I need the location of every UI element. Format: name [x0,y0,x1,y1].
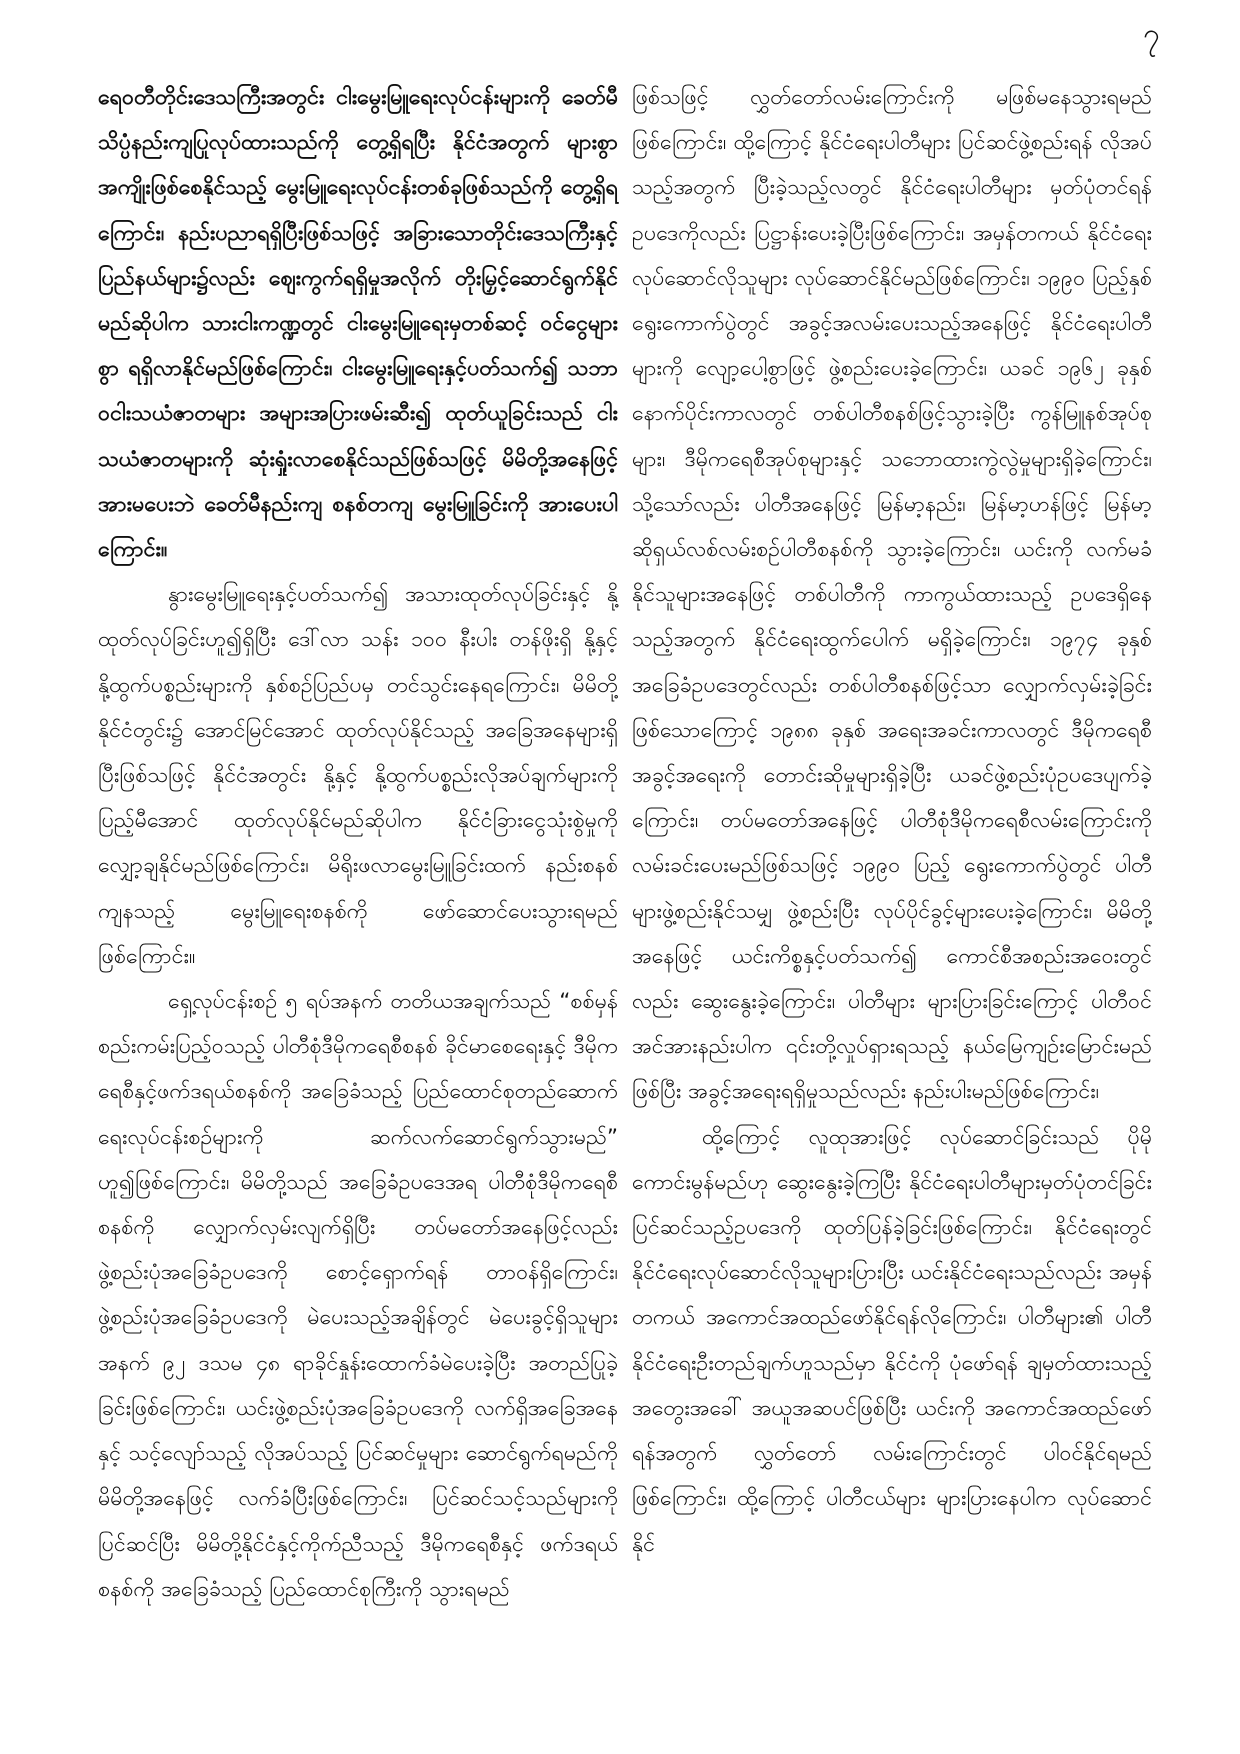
right-column [632,75,1152,1567]
paragraph: နွားမွေးမြူရေးနှင့်ပတ်သက်၍ အသားထုတ်လုပ်ခြင်းနှင့် နို့ထုတ်လုပ်ခြင်းဟူ၍ရှိပြီး ဒေါ်လာ သန်း ၁၀၀ နီးပါး တန်ဖိုးရှိ နို့နှင့် နို့ထွက်ပစ္စည်းများကို နှစ်စဉ်ပြည်ပမှ တင်သွင်းနေရကြောင်း၊ မိမိတို့နိုင်ငံတွင်း၌ အောင်မြင်အောင် ထုတ်လုပ်နိုင်သည့် အခြေအနေများရှိပြီးဖြစ်သဖြင့် နိုင်ငံအတွင်း နို့နှင့် နို့ထွက်ပစ္စည်းလိုအပ်ချက်များကို ပြည့်မီအောင် ထုတ်လုပ်နိုင်မည်ဆိုပါက နိုင်ငံခြားငွေသုံးစွဲမှုကို လျှော့ချနိုင်မည်ဖြစ်ကြောင်း၊ မိရိုးဖလာမွေးမြူခြင်းထက် နည်းစနစ်ကျနသည့် မွေးမြူရေးစနစ်ကို ဖော်ဆောင်ပေးသွားရမည် ဖြစ်ကြောင်း။ [98,582,618,969]
paragraph: ထို့ကြောင့် လူထုအားဖြင့် လုပ်ဆောင်ခြင်းသည် ပိုမိုကောင်းမွန်မည်ဟု ဆွေးနွေးခဲ့ကြပြီး နိုင်ငံရေးပါတီများမှတ်ပုံတင်ခြင်းပြင်ဆင်သည့်ဥပဒေကို ထုတ်ပြန်ခဲ့ခြင်းဖြစ်ကြောင်း၊ နိုင်ငံရေးတွင် နိုင်ငံရေးလုပ်ဆောင်လိုသူများပြားပြီး ယင်းနိုင်ငံရေးသည်လည်း အမှန်တကယ် အကောင်အထည်ဖော်နိုင်ရန်လိုကြောင်း၊ ပါတီများ၏ ပါတီနိုင်ငံရေးဦးတည်ချက်ဟူသည်မှာ နိုင်ငံကို ပုံဖော်ရန် ချမှတ်ထားသည့် အတွေးအခေါ် အယူအဆပင်ဖြစ်ပြီး ယင်းကို အကောင်အထည်ဖော်ရန်အတွက် လွှတ်တော် လမ်းကြောင်းတွင် ပါဝင်နိုင်ရမည်ဖြစ်ကြောင်း၊ ထို့ကြောင့် ပါတီငယ်များ များပြားနေပါက လုပ်ဆောင်နိုင် [632,1124,1152,1557]
paragraph: ရှေ့လုပ်ငန်းစဉ် ၅ ရပ်အနက် တတိယအချက်သည် “စစ်မှန်စည်းကမ်းပြည့်ဝသည့် ပါတီစုံဒီမိုကရေစီစနစ် ခိုင်မာစေရေးနှင့် ဒီမိုကရေစီနှင့်ဖက်ဒရယ်စနစ်ကို အခြေခံသည့် ပြည်ထောင်စုတည်ဆောက်ရေးလုပ်ငန်းစဉ်များကို ဆက်လက်ဆောင်ရွက်သွားမည်” ဟူ၍ဖြစ်ကြောင်း၊ မိမိတို့သည် အခြေခံဥပဒေအရ ပါတီစုံဒီမိုကရေစီစနစ်ကို လျှောက်လှမ်းလျက်ရှိပြီး တပ်မတော်အနေဖြင့်လည်း ဖွဲ့စည်းပုံအခြေခံဥပဒေကို စောင့်ရှောက်ရန် တာဝန်ရှိကြောင်း၊ ဖွဲ့စည်းပုံအခြေခံဥပဒေကို မဲပေးသည့်အချိန်တွင် မဲပေးခွင့်ရှိသူများအနက် ၉၂ ဒသမ ၄၈ ရာခိုင်နှုန်းထောက်ခံမဲပေးခဲ့ပြီး အတည်ပြုခဲ့ခြင်းဖြစ်ကြောင်း၊ ယင်းဖွဲ့စည်းပုံအခြေခံဥပဒေကို လက်ရှိအခြေအနေနှင့် သင့်လျော်သည့် လိုအပ်သည့် ပြင်ဆင်မှုများ ဆောင်ရွက်ရမည်ကို မိမိတို့အနေဖြင့် လက်ခံပြီးဖြစ်ကြောင်း၊ ပြင်ဆင်သင့်သည်များကို ပြင်ဆင်ပြီး မိမိတို့နိုင်ငံနှင့်ကိုက်ညီသည့် ဒီမိုကရေစီနှင့် ဖက်ဒရယ်စနစ်ကို အခြေခံသည့် ပြည်ထောင်စုကြီးကို သွားရမည် [98,989,618,1602]
left-column [98,75,618,1612]
page-number: ၇ [1143,17,1160,52]
paragraph: ရေ၀တီတိုင်းဒေသကြီးအတွင်း ငါးမွေးမြူရေးလုပ်ငန်းများကို ခေတ်မီသိပ္ပံနည်းကျပြုလုပ်ထားသည်ကို တွေ့ရှိရပြီး နိုင်ငံအတွက် များစွာအကျိုးဖြစ်စေနိုင်သည့် မွေးမြူရေးလုပ်ငန်းတစ်ခုဖြစ်သည်ကို တွေ့ရှိရကြောင်း၊ နည်းပညာရရှိပြီးဖြစ်သဖြင့် အခြားသောတိုင်းဒေသကြီးနှင့် ပြည်နယ်များ၌လည်း ဈေးကွက်ရရှိမှုအလိုက် တိုးမြှင့်ဆောင်ရွက်နိုင်မည်ဆိုပါက သားငါးကဏ္ဍတွင် ငါးမွေးမြူရေးမှတစ်ဆင့် ၀င်ငွေများစွာ ရရှိလာနိုင်မည်ဖြစ်ကြောင်း၊ ငါးမွေးမြူရေးနှင့်ပတ်သက်၍ သဘာဝငါးသယံဇာတများ အများအပြားဖမ်းဆီး၍ ထုတ်ယူခြင်းသည် ငါးသယံဇာတများကို ဆုံးရှုံးလာစေနိုင်သည်ဖြစ်သဖြင့် မိမိတို့အနေဖြင့် အားမပေးဘဲ ခေတ်မီနည်းကျ စနစ်တကျ မွေးမြူခြင်းကို အားပေးပါကြောင်း။ [98,85,618,563]
paragraph: ဖြစ်သဖြင့် လွှတ်တော်လမ်းကြောင်းကို မဖြစ်မနေသွားရမည်ဖြစ်ကြောင်း၊ ထို့ကြောင့် နိုင်ငံရေးပါတီများ ပြင်ဆင်ဖွဲ့စည်းရန် လိုအပ်သည့်အတွက် ပြီးခဲ့သည့်လတွင် နိုင်ငံရေးပါတီများ မှတ်ပုံတင်ရန် ဥပဒေကိုလည်း ပြဋ္ဌာန်းပေးခဲ့ပြီးဖြစ်ကြောင်း၊ အမှန်တကယ် နိုင်ငံရေးလုပ်ဆောင်လိုသူများ လုပ်ဆောင်နိုင်မည်ဖြစ်ကြောင်း၊ ၁၉၉၀ ပြည့်နှစ် ရွေးကောက်ပွဲတွင် အခွင့်အလမ်းပေးသည့်အနေဖြင့် နိုင်ငံရေးပါတီများကို လျော့ပေါ့စွာဖြင့် ဖွဲ့စည်းပေးခဲ့ကြောင်း၊ ယခင် ၁၉၆၂ ခုနှစ်နောက်ပိုင်းကာလတွင် တစ်ပါတီစနစ်ဖြင့်သွားခဲ့ပြီး ကွန်မြူနစ်အုပ်စုများ၊ ဒီမိုကရေစီအုပ်စုများနှင့် သဘောထားကွဲလွဲမှုများရှိခဲ့ကြောင်း၊ သို့သော်လည်း ပါတီအနေဖြင့် မြန်မာ့နည်း၊ မြန်မာ့ဟန်ဖြင့် မြန်မာ့ဆိုရှယ်လစ်လမ်းစဉ်ပါတီစနစ်ကို သွားခဲ့ကြောင်း၊ ယင်းကို လက်မခံနိုင်သူများအနေဖြင့် တစ်ပါတီကို ကာကွယ်ထားသည့် ဥပဒေရှိနေသည့်အတွက် နိုင်ငံရေးထွက်ပေါက် မရှိခဲ့ကြောင်း၊ ၁၉၇၄ ခုနှစ် အခြေခံဥပဒေတွင်လည်း တစ်ပါတီစနစ်ဖြင့်သာ လျှောက်လှမ်းခဲ့ခြင်းဖြစ်သောကြောင့် ၁၉၈၈ ခုနှစ် အရေးအခင်းကာလတွင် ဒီမိုကရေစီအခွင့်အရေးကို တောင်းဆိုမှုများရှိခဲ့ပြီး ယခင်ဖွဲ့စည်းပုံဥပဒေပျက်ခဲ့ကြောင်း၊ တပ်မတော်အနေဖြင့် ပါတီစုံဒီမိုကရေစီလမ်းကြောင်းကို လမ်းခင်းပေးမည်ဖြစ်သဖြင့် ၁၉၉၀ ပြည့် ရွေးကောက်ပွဲတွင် ပါတီများဖွဲ့စည်းနိုင်သမျှ ဖွဲ့စည်းပြီး လုပ်ပိုင်ခွင့်များပေးခဲ့ကြောင်း၊ မိမိတို့အနေဖြင့် ယင်းကိစ္စနှင့်ပတ်သက်၍ ကောင်စီအစည်းအဝေးတွင်လည်း ဆွေးနွေးခဲ့ကြောင်း၊ ပါတီများ များပြားခြင်းကြောင့် ပါတီဝင်အင်အားနည်းပါက ၎င်းတို့လှုပ်ရှားရသည့် နယ်မြေကျဉ်းမြောင်းမည်ဖြစ်ပြီး အခွင့်အရေးရရှိမှုသည်လည်း နည်းပါးမည်ဖြစ်ကြောင်း၊ [632,85,1152,1105]
